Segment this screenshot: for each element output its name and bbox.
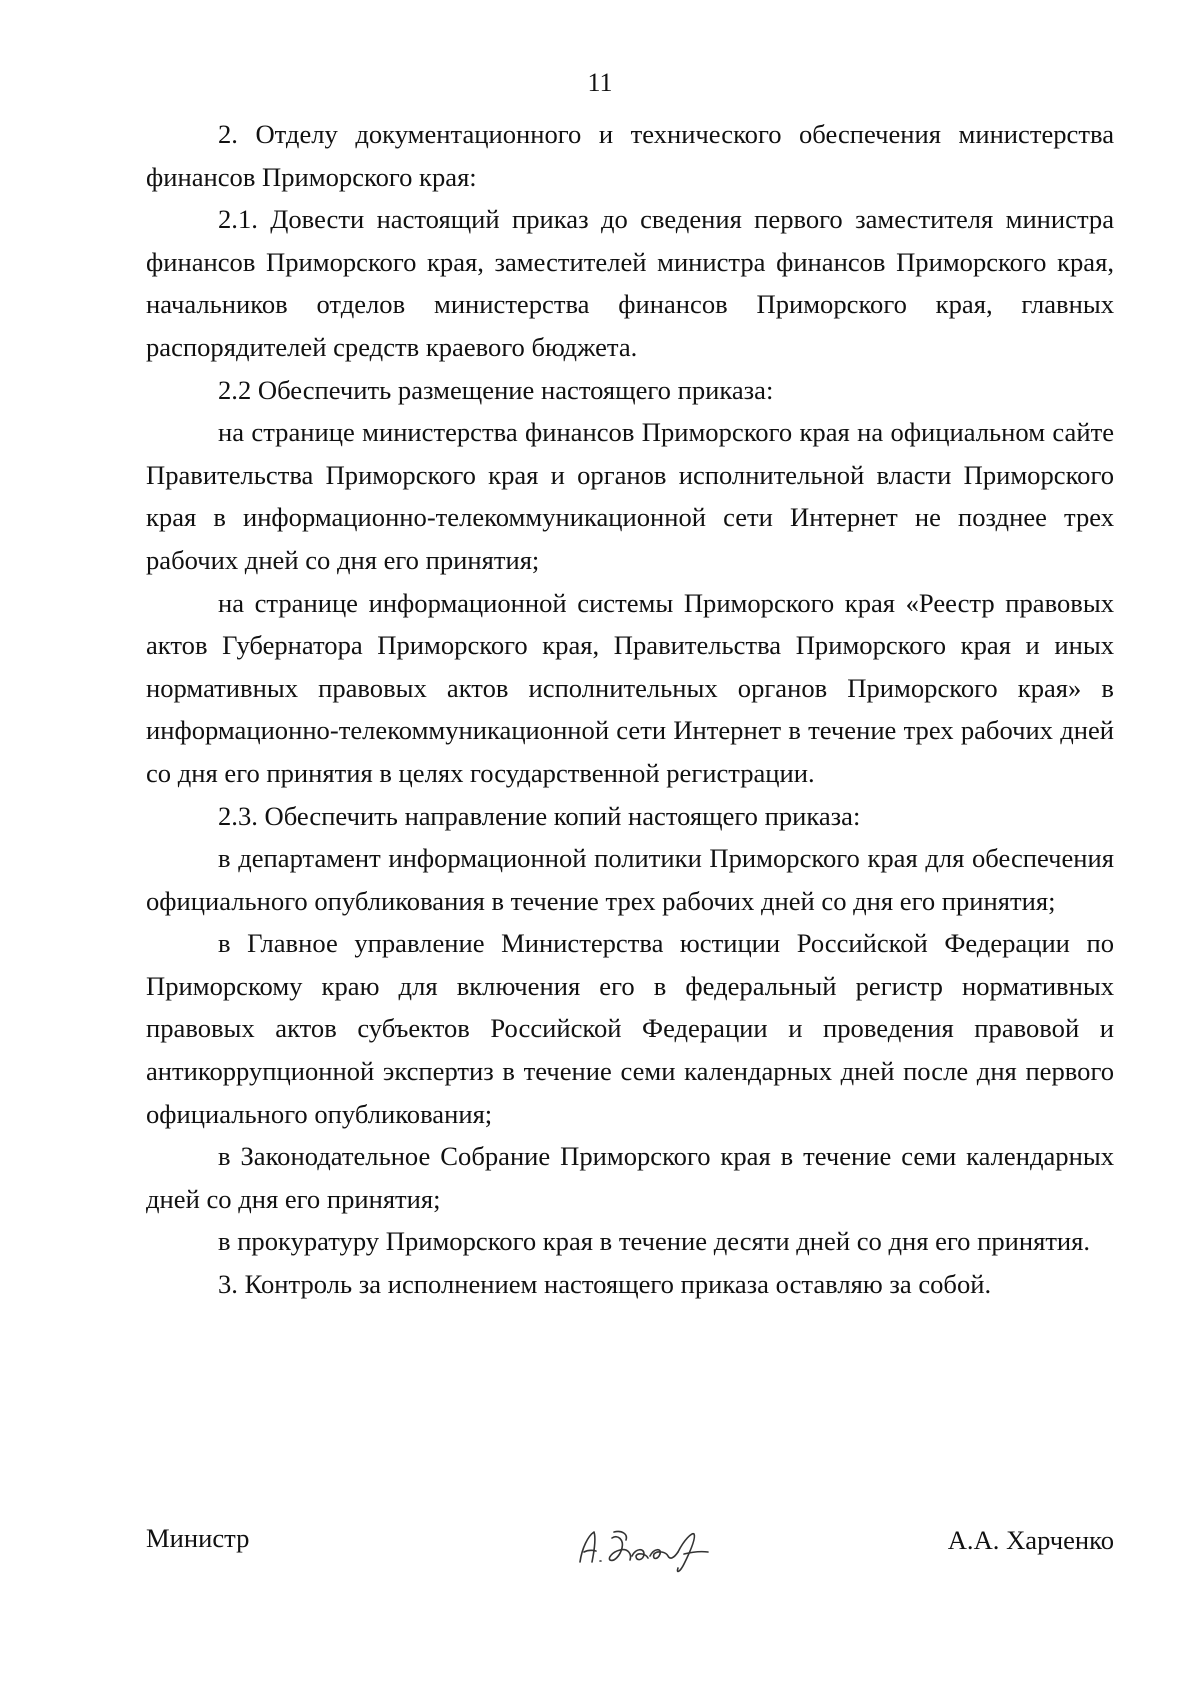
- paragraph-2-2: 2.2 Обеспечить размещение настоящего приказа:: [218, 374, 774, 405]
- paragraph-2: 2. Отделу документационного и технического обеспечения министерства финансов Приморского края:: [146, 119, 1114, 192]
- paragraph-2-3-item-4: в прокуратуру Приморского края в течение десяти дней со дня его принятия.: [218, 1226, 1091, 1257]
- paragraph-2-3-item-1: в департамент информационной политики Приморского края для обеспечения официального опубликования в течение трех рабочих дней со дня его принятия;: [146, 843, 1114, 916]
- document-body: [146, 113, 1114, 1306]
- paragraph-2-1: 2.1. Довести настоящий приказ до сведения первого заместителя министра финансов Приморского края, заместителей министра финансов Приморского края, начальников отделов министерства финансов Приморского края, главных распорядителей средств краевого бюджета.: [146, 204, 1114, 362]
- paragraph-2-2-item-2: на странице информационной системы Приморского края «Реестр правовых актов Губернатора Приморского края, Правительства Приморского края и иных нормативных правовых актов исполнительных органов Приморского края» в информационно-телекоммуникационной сети Интернет в течение трех рабочих дней со дня его принятия в целях государственной регистрации.: [146, 587, 1114, 788]
- paragraph-2-2-item-1: на странице министерства финансов Приморского края на официальном сайте Правительства Приморского края и органов исполнительной власти Приморского края в информационно-телекоммуникационной сети Интернет не позднее трех рабочих дней со дня его принятия;: [146, 417, 1114, 575]
- paragraph-3: 3. Контроль за исполнением настоящего приказа оставляю за собой.: [218, 1269, 992, 1300]
- signature-block: [146, 1522, 1114, 1582]
- paragraph-2-3-item-3: в Законодательное Собрание Приморского края в течение семи календарных дней со дня его принятия;: [146, 1141, 1114, 1214]
- signatory-title: Министр: [146, 1523, 250, 1553]
- signatory-name: А.А. Харченко: [947, 1525, 1114, 1555]
- paragraph-2-3: 2.3. Обеспечить направление копий настоящего приказа:: [218, 800, 861, 831]
- paragraph-2-3-item-2: в Главное управление Министерства юстиции Российской Федерации по Приморскому краю для включения его в федеральный регистр нормативных правовых актов субъектов Российской Федерации и проведения правовой и антикоррупционной экспертиз в течение семи календарных дней после дня первого официального опубликования;: [146, 928, 1114, 1129]
- handwritten-signature: [566, 1518, 766, 1578]
- page-number: 11: [587, 68, 613, 97]
